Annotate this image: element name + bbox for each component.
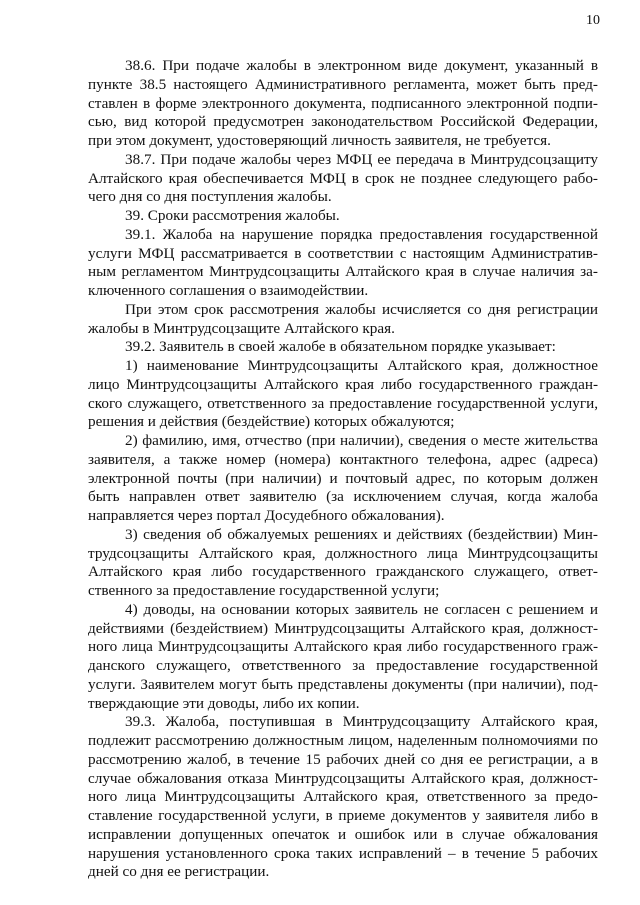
- text-line: действиями (бездействием) Минтрудсоцзащиты Алтайского края, должност-: [88, 619, 598, 637]
- text-line: Алтайского края обеспечивается МФЦ в срок не позднее следующего рабо-: [88, 169, 598, 187]
- text-line: трудсоцзащиты Алтайского края, должностного лица Минтрудсоцзащиты: [88, 544, 598, 562]
- text-line: 39.2. Заявитель в своей жалобе в обязательном порядке указывает:: [125, 338, 556, 356]
- text-line: сью, вид которой предусмотрен законодательством Российской Федерации,: [88, 113, 598, 131]
- text-line: 1) наименование Минтрудсоцзащиты Алтайского края, должностное: [125, 357, 598, 374]
- text-line: ственного за предоставление государственной услуги;: [88, 582, 440, 599]
- text-line: направляется через портал Досудебного обжалования).: [88, 507, 445, 524]
- text-line: Алтайского края либо государственного гражданского служащего, ответ-: [88, 563, 598, 581]
- text-line: ставление государственной услуги, в приеме документов у заявителя либо в: [88, 807, 598, 824]
- text-line: лицо Минтрудсоцзащиты Алтайского края либо государственного граждан-: [88, 375, 598, 393]
- text-line: нарушения установленного срока таких исправлений – в течение 5 рабочих: [88, 844, 598, 862]
- body-text: [88, 57, 598, 882]
- text-line: данского служащего, ответственного за предоставление государственной: [88, 657, 598, 674]
- text-line: ставлен в форме электронного документа, подписанного электронной подпи-: [88, 94, 598, 112]
- text-line: ного лица Минтрудсоцзащиты Алтайского края, ответственного за предо-: [88, 788, 598, 806]
- text-line: пункте 38.5 настоящего Административного регламента, может быть пред-: [88, 75, 598, 93]
- text-line: 38.7. При подаче жалобы через МФЦ ее передача в Минтрудсоцзащиту: [125, 150, 598, 168]
- text-line: ным регламентом Минтрудсоцзащиты Алтайского края в случае наличия за-: [88, 263, 598, 281]
- text-line: жалобы в Минтрудсоцзащите Алтайского края.: [88, 319, 395, 337]
- page-number: 10: [586, 13, 600, 28]
- text-line: чего дня со дня поступления жалобы.: [88, 188, 332, 206]
- text-line: услуги МФЦ рассматривается в соответствии с настоящим Административ-: [88, 244, 598, 262]
- text-line: 39. Сроки рассмотрения жалобы.: [125, 207, 340, 224]
- text-line: подлежит рассмотрению должностным лицом, наделенным полномочиями по: [88, 732, 598, 749]
- text-line: 3) сведения об обжалуемых решениях и действиях (бездействии) Мин-: [125, 525, 598, 543]
- text-line: исправлении допущенных опечаток и ошибок или в случае обжалования: [88, 825, 598, 843]
- text-line: услуги. Заявителем могут быть представлены документы (при наличии), под-: [88, 675, 598, 693]
- text-line: При этом срок рассмотрения жалобы исчисляется со дня регистрации: [125, 300, 598, 318]
- text-line: ключенного соглашения о взаимодействии.: [88, 282, 369, 299]
- text-line: быть направлен ответ заявителю (за исключением случая, когда жалоба: [88, 488, 598, 506]
- text-line: случае обжалования отказа Минтрудсоцзащиты Алтайского края, должност-: [88, 769, 598, 787]
- text-line: 39.1. Жалоба на нарушение порядка предоставления государственной: [125, 225, 598, 243]
- text-line: заявителя, а также номер (номера) контактного телефона, адрес (адреса): [88, 450, 598, 468]
- text-line: дней со дня ее регистрации.: [88, 863, 270, 881]
- text-line: тверждающие эти доводы, либо их копии.: [88, 694, 360, 712]
- text-line: рассмотрению жалоб, в течение 15 рабочих дней со дня ее регистрации, а в: [88, 750, 598, 768]
- text-line: при этом документ, удостоверяющий личность заявителя, не требуется.: [88, 132, 551, 149]
- text-line: 38.6. При подаче жалобы в электронном виде документ, указанный в: [125, 57, 598, 74]
- text-line: 4) доводы, на основании которых заявитель не согласен с решением и: [125, 600, 598, 618]
- text-line: ного лица Минтрудсоцзащиты Алтайского края либо государственного граж-: [88, 638, 598, 656]
- text-line: ского служащего, ответственного за предоставление государственной услуги,: [88, 394, 598, 412]
- text-line: электронной почты (при наличии) и почтовый адрес, по которым должен: [88, 469, 598, 487]
- text-line: 39.3. Жалоба, поступившая в Минтрудсоцзащиту Алтайского края,: [125, 713, 598, 731]
- text-line: 2) фамилию, имя, отчество (при наличии), сведения о месте жительства: [125, 432, 598, 449]
- text-line: решения и действия (бездействие) которых обжалуются;: [88, 413, 455, 431]
